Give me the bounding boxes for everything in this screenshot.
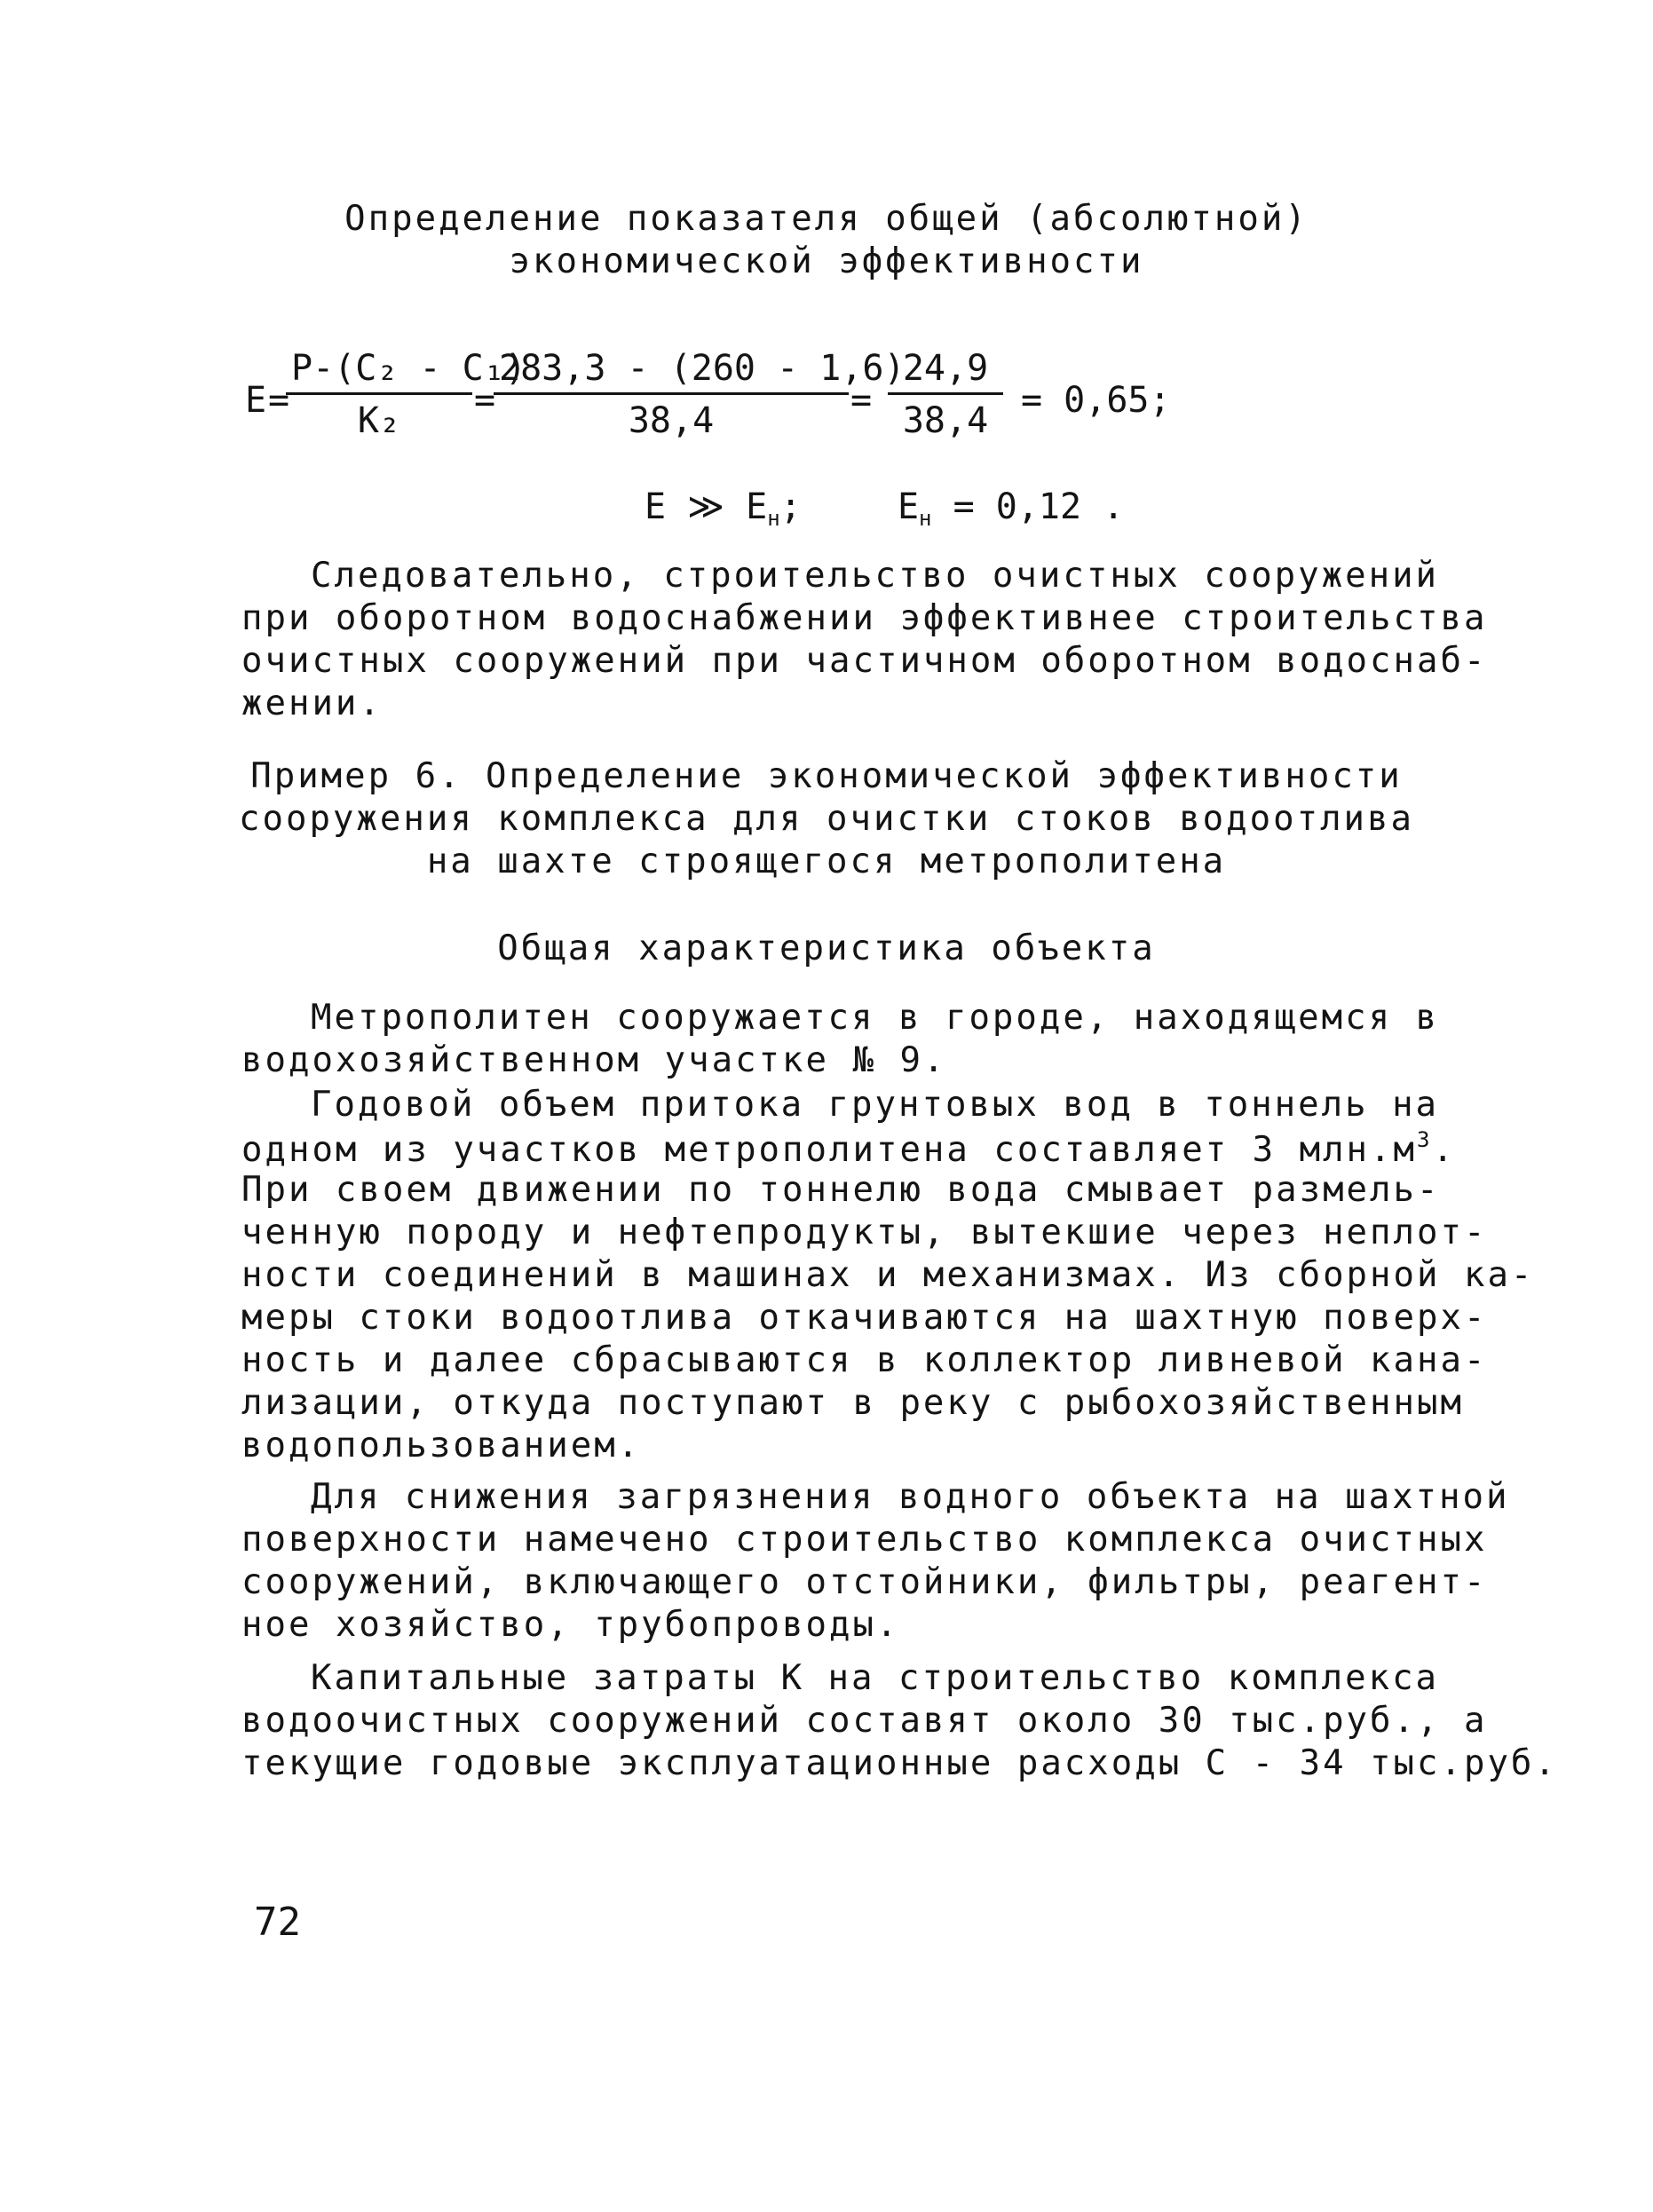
condition-right: E (897, 486, 920, 527)
section-heading-line-1: Определение показателя общей (абсолютной) (344, 199, 1309, 239)
paragraph-line: водохозяйственном участке № 9. (241, 1040, 947, 1080)
fraction-1-denominator: K₂ (357, 400, 401, 441)
formula-lhs: E (245, 380, 267, 421)
paragraph-line: ность и далее сбрасываются в коллектор ливневой кана- (241, 1340, 1488, 1380)
formula-equals: = (850, 380, 873, 421)
conclusion-line: жении. (241, 683, 383, 723)
condition-right-value: = 0,12 . (953, 486, 1125, 527)
conclusion-line: при оборотном водоснабжении эффективнее строительства (241, 598, 1488, 638)
paragraph-line: водоочистных сооружений составят около 30 тыс.руб., а (241, 1701, 1488, 1741)
paragraph-line: водопользованием. (241, 1426, 642, 1465)
paragraph-line: сооружений, включающего отстойники, фильтры, реагент- (241, 1562, 1488, 1602)
condition-left: E ≫ E (645, 486, 768, 527)
paragraph-line: лизации, откуда поступают в реку с рыбохозяйственным (241, 1383, 1464, 1423)
paragraph-line: меры стоки водоотлива откачиваются на шахтную поверх- (241, 1298, 1488, 1338)
formula-fraction-3 (888, 348, 1003, 441)
condition-separator: ; (779, 486, 802, 527)
fraction-3-numerator: 24,9 (888, 348, 1003, 395)
paragraph-line: текущие годовые эксплуатационные расходы C - 34 тыс.руб. (241, 1743, 1558, 1783)
object-characteristics-heading: Общая характеристика объекта (497, 928, 1156, 968)
formula-equals: = (474, 380, 496, 421)
formula-fraction-2 (494, 348, 906, 441)
fraction-3-denominator: 38,4 (902, 400, 989, 441)
example-heading-line-3: на шахте строящегося метрополитена (426, 841, 1227, 881)
formula-equals: = (268, 380, 290, 421)
paragraph-line: ное хозяйство, трубопроводы. (241, 1605, 900, 1645)
paragraph-line: поверхности намечено строительство комплекса очистных (241, 1520, 1488, 1560)
fraction-2-numerator: 283,3 - (260 - 1,6) (494, 348, 849, 395)
superscript-cubic: 3 (1417, 1127, 1433, 1152)
page-number: 72 (254, 1900, 301, 1945)
example-heading-line-2: сооружения комплекса для очистки стоков водоотлива (239, 799, 1414, 839)
paragraph-line: Капитальные затраты K на строительство комплекса (311, 1658, 1440, 1698)
formula-fraction-1 (286, 348, 526, 441)
paragraph-line: Годовой объем притока грунтовых вод в тоннель на (311, 1085, 1440, 1125)
paragraph-line: одном из участков метрополитена составляет 3 $млн.м^3$. (241, 1127, 1456, 1170)
paragraph-line: ченную породу и нефтепродукты, вытекшие через неплот- (241, 1213, 1488, 1252)
formula-condition (645, 486, 1124, 531)
fraction-1-numerator: P-(C₂ - C₁) (286, 348, 472, 395)
condition-right-subscript: н (919, 506, 932, 531)
example-heading-line-1: Пример 6. Определение экономической эффективности (250, 756, 1403, 796)
condition-left-subscript: н (767, 506, 780, 531)
paragraph-line: ности соединений в машинах и механизмах. Из сборной ка- (241, 1255, 1535, 1295)
paragraph-line: Метрополитен сооружается в городе, находящемся в (311, 998, 1440, 1038)
conclusion-line: очистных сооружений при частичном оборотном водоснаб- (241, 641, 1488, 681)
fraction-2-denominator: 38,4 (628, 400, 715, 441)
formula-result: = 0,65; (1021, 380, 1171, 421)
conclusion-line: Следовательно, строительство очистных сооружений (311, 556, 1440, 596)
section-heading-line-2: экономической эффективности (509, 241, 1144, 281)
paragraph-line: При своем движении по тоннелю вода смывает размель- (241, 1170, 1441, 1210)
paragraph-line: Для снижения загрязнения водного объекта на шахтной (311, 1477, 1510, 1517)
